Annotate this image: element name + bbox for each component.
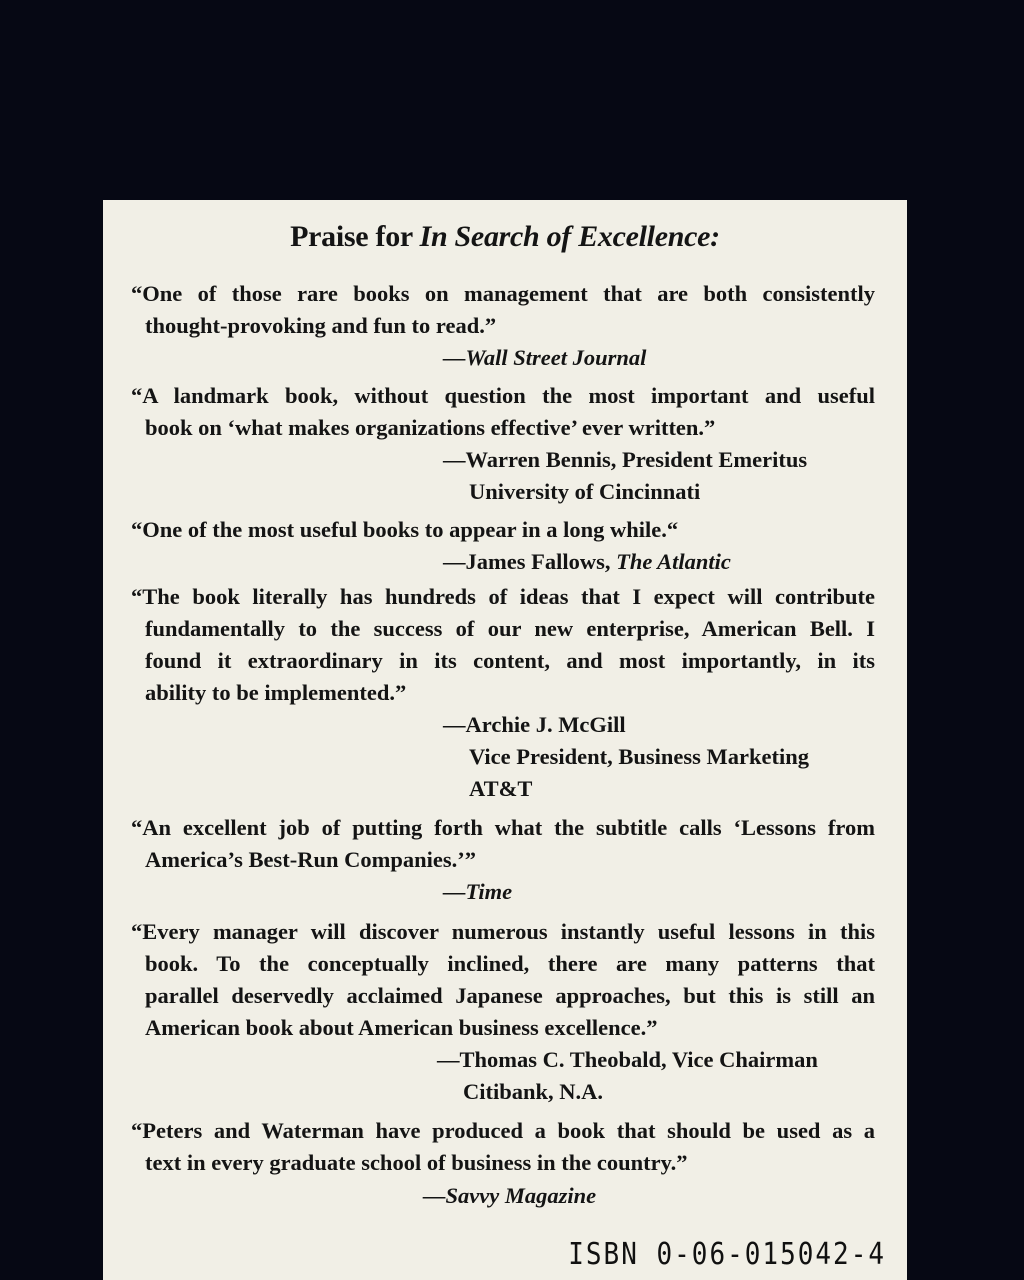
quote-line: ability to be implemented.”: [145, 680, 407, 705]
back-cover-panel: [103, 200, 907, 1280]
quote-2-attribution-name: —Warren Bennis, President Emeritus: [443, 447, 808, 472]
quote-line: found it extraordinary in its content, and most importantly, in its: [145, 648, 875, 673]
praise-quote-3: [131, 514, 875, 546]
quote-1-attribution: —Wall Street Journal: [443, 345, 647, 370]
quote-5-attribution: —Time: [443, 879, 513, 904]
praise-quote-1: [131, 278, 875, 342]
quote-line: text in every graduate school of business in the country.”: [145, 1150, 688, 1175]
quote-7-attribution: —Savvy Magazine: [423, 1183, 597, 1208]
quote-4-attribution-title: Vice President, Business Marketing: [469, 744, 809, 769]
quote-line: America’s Best-Run Companies.’”: [145, 847, 477, 872]
quote-line: thought-provoking and fun to read.”: [145, 313, 497, 338]
quote-line: “One of the most useful books to appear in a long while.“: [131, 517, 679, 542]
praise-quote-5: [131, 812, 875, 876]
cover-title: [103, 220, 907, 254]
quote-line: book on ‘what makes organizations effective’ ever written.”: [145, 415, 716, 440]
quote-6-attribution-affiliation: Citibank, N.A.: [463, 1079, 604, 1104]
quote-4-attribution-name: —Archie J. McGill: [443, 712, 626, 737]
quote-line: “A landmark book, without question the most important and useful: [131, 383, 875, 408]
quote-line: “One of those rare books on management that are both consistently: [131, 281, 875, 306]
quote-line: “Peters and Waterman have produced a book that should be used as a: [131, 1118, 875, 1143]
quote-line: “The book literally has hundreds of ideas that I expect will contribute: [131, 584, 875, 609]
title-book-name: In Search of Excellence:: [419, 220, 720, 253]
quote-line: parallel deservedly acclaimed Japanese approaches, but this is still an: [145, 983, 875, 1008]
quote-line: American book about American business excellence.”: [145, 1015, 658, 1040]
praise-quote-6: [131, 916, 875, 1044]
quote-line: book. To the conceptually inclined, there are many patterns that: [145, 951, 875, 976]
quote-line: “Every manager will discover numerous instantly useful lessons in this: [131, 919, 875, 944]
title-prefix: Praise for: [290, 220, 420, 253]
praise-quote-4: [131, 581, 875, 709]
quote-2-attribution-affiliation: University of Cincinnati: [469, 479, 701, 504]
isbn-number: ISBN 0-06-015042-4: [568, 1237, 886, 1273]
praise-quote-7: [131, 1115, 875, 1179]
praise-quote-2: [131, 380, 875, 444]
quote-line: fundamentally to the success of our new enterprise, American Bell. I: [145, 616, 875, 641]
quote-6-attribution-name: —Thomas C. Theobald, Vice Chairman: [437, 1047, 818, 1072]
quote-4-attribution-company: AT&T: [469, 776, 533, 801]
quote-3-attribution: —James Fallows, The Atlantic: [443, 549, 731, 574]
quote-line: “An excellent job of putting forth what the subtitle calls ‘Lessons from: [131, 815, 875, 840]
